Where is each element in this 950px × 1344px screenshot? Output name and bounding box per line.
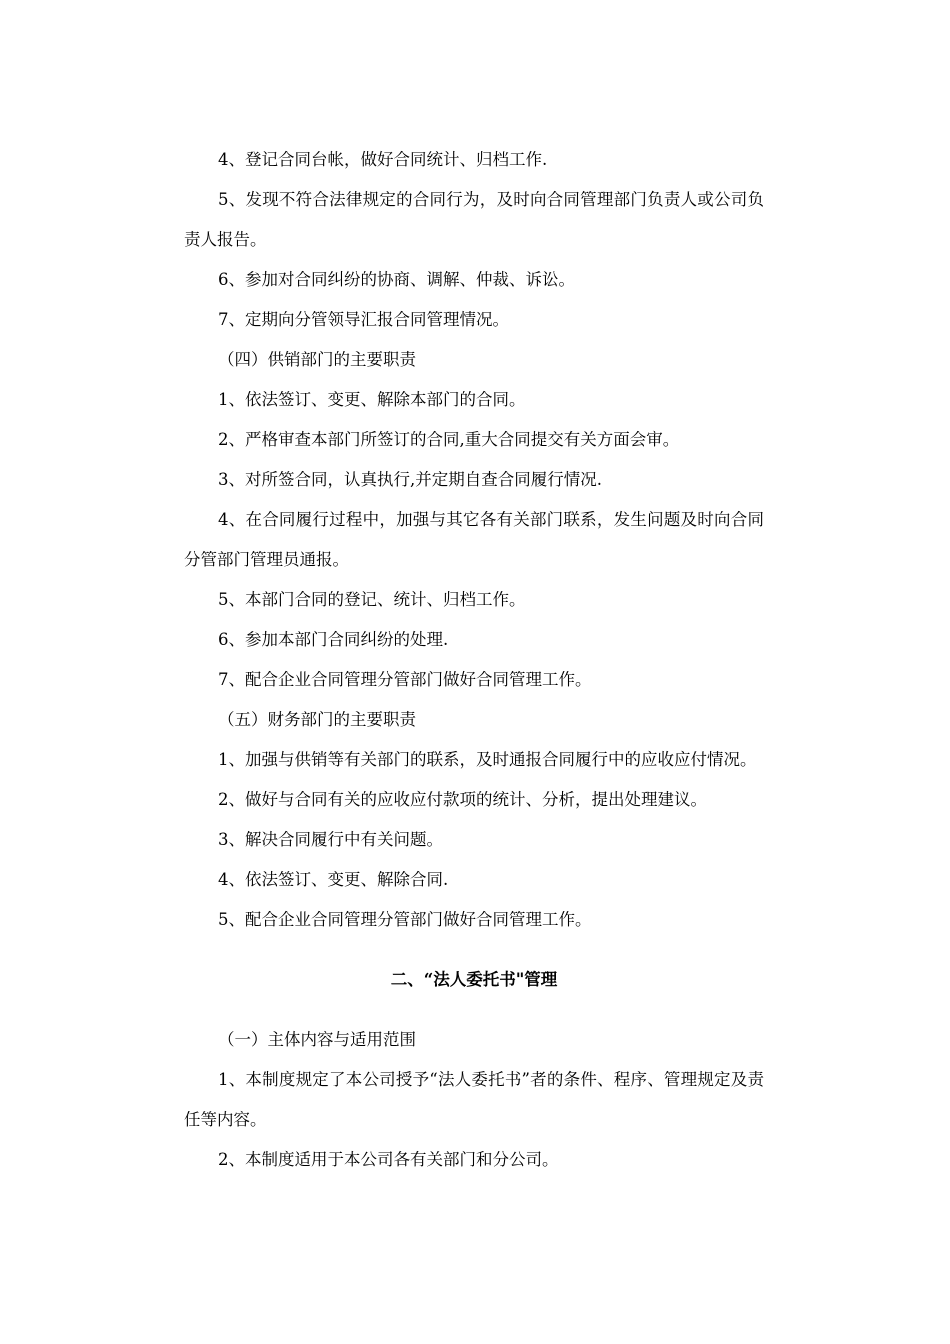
paragraph: 1、加强与供销等有关部门的联系，及时通报合同履行中的应收应付情况。 <box>218 750 757 769</box>
paragraph: 6、参加本部门合同纠纷的处理. <box>218 630 449 649</box>
paragraph: 1、本制度规定了本公司授予“法人委托书”者的条件、程序、管理规定及责任等内容。 <box>184 1070 764 1129</box>
paragraph: 2、做好与合同有关的应收应付款项的统计、分析，提出处理建议。 <box>218 790 707 809</box>
paragraph: 4、在合同履行过程中，加强与其它各有关部门联系，发生问题及时向合同分管部门管理员通报。 <box>184 510 764 569</box>
section-heading: 二、“法人委托书"管理 <box>390 970 558 989</box>
paragraph: 7、定期向分管领导汇报合同管理情况。 <box>218 310 509 329</box>
paragraph: 7、配合企业合同管理分管部门做好合同管理工作。 <box>218 670 592 689</box>
paragraph: 4、登记合同台帐，做好合同统计、归档工作. <box>218 150 548 169</box>
paragraph: 5、发现不符合法律规定的合同行为，及时向合同管理部门负责人或公司负责人报告。 <box>184 190 764 249</box>
paragraph: 1、依法签订、变更、解除本部门的合同。 <box>218 390 526 409</box>
paragraph: 6、参加对合同纠纷的协商、调解、仲裁、诉讼。 <box>218 270 575 289</box>
paragraph: 4、依法签订、变更、解除合同. <box>218 870 449 889</box>
paragraph: 2、严格审查本部门所签订的合同,重大合同提交有关方面会审。 <box>218 430 680 449</box>
paragraph: 2、本制度适用于本公司各有关部门和分公司。 <box>218 1150 559 1169</box>
paragraph: 5、本部门合同的登记、统计、归档工作。 <box>218 590 526 609</box>
subsection-heading: （一）主体内容与适用范围 <box>218 1030 416 1049</box>
subsection-heading: （四）供销部门的主要职责 <box>218 350 416 369</box>
subsection-heading: （五）财务部门的主要职责 <box>218 710 416 729</box>
paragraph: 3、解决合同履行中有关问题。 <box>218 830 443 849</box>
paragraph: 5、配合企业合同管理分管部门做好合同管理工作。 <box>218 910 592 929</box>
paragraph: 3、对所签合同，认真执行,并定期自查合同履行情况. <box>218 470 602 489</box>
document-body <box>184 140 764 1180</box>
